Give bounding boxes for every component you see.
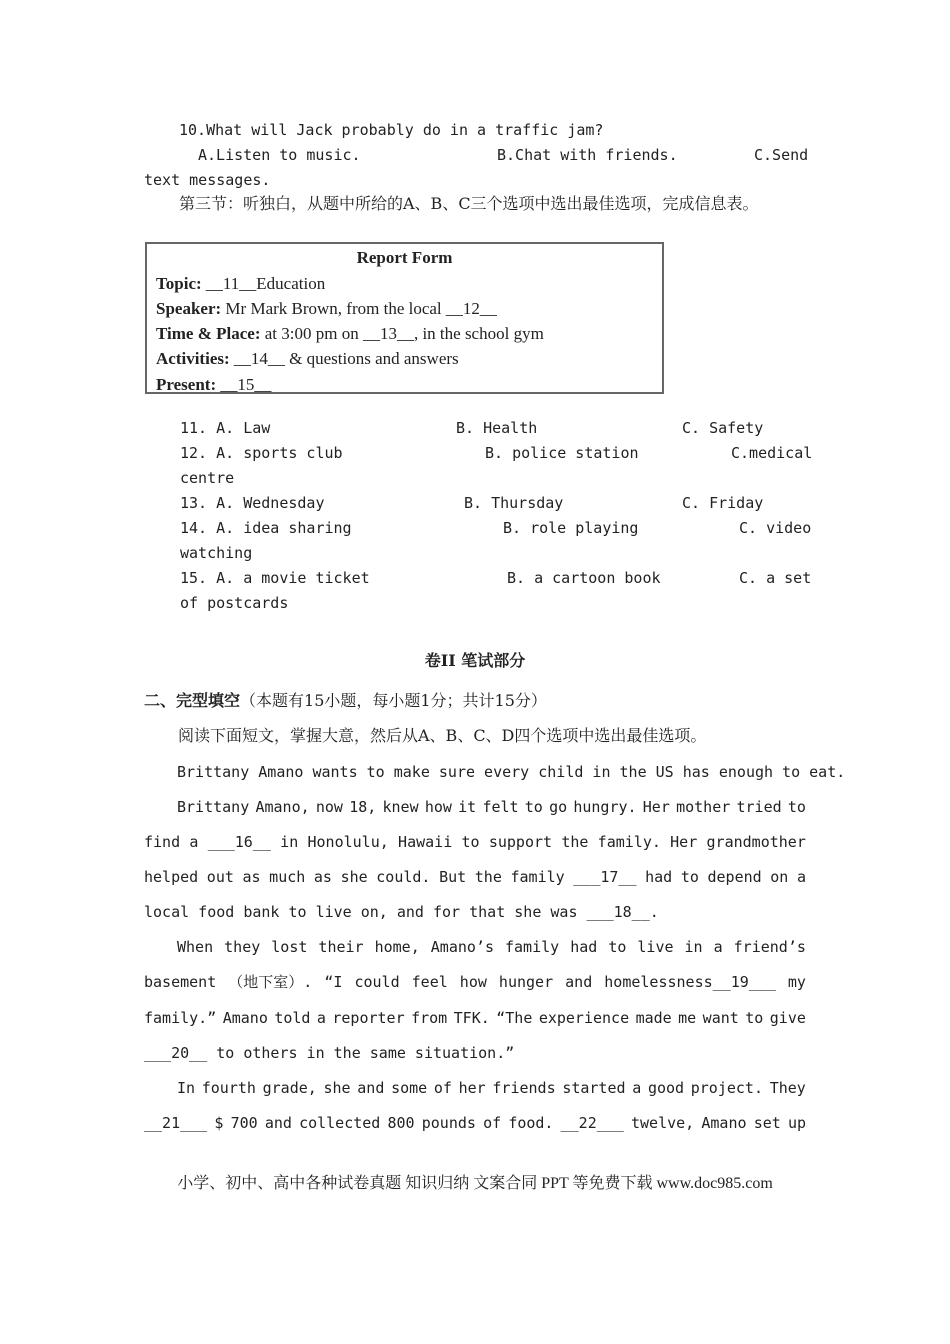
passage-p2-line2 — [144, 972, 806, 992]
passage-word: me — [678, 1009, 697, 1027]
q15-option-a: 15. A. a movie ticket — [180, 569, 370, 587]
cloze-instruction: 阅读下面短文，掌握大意，然后从A、B、C、D四个选项中选出最佳选项。 — [178, 726, 707, 745]
q15-option-c: C. a set — [739, 569, 812, 587]
passage-word: hunger — [498, 973, 554, 991]
q15-option-c-cont: of postcards — [180, 594, 289, 612]
passage-p1-line1 — [177, 797, 806, 817]
passage-word: to — [745, 1009, 764, 1027]
passage-word: a — [189, 833, 199, 851]
passage-word: tried — [736, 798, 782, 816]
passage-word: （地下室）. — [228, 973, 313, 991]
passage-word: now — [315, 798, 343, 816]
passage-word: felt — [482, 798, 519, 816]
passage-word: collected — [299, 1114, 381, 1132]
passage-word: When — [177, 938, 214, 956]
passage-word: “I — [324, 973, 343, 991]
passage-word: in — [684, 938, 703, 956]
passage-word: told — [274, 1009, 311, 1027]
q13-option-a: 13. A. Wednesday — [180, 494, 325, 512]
present-label: Present: — [156, 375, 217, 394]
passage-word: basement — [144, 973, 217, 991]
passage-word: her — [458, 1079, 486, 1097]
passage-word: grade, — [262, 1079, 317, 1097]
passage-p2-line3 — [144, 1008, 806, 1028]
passage-word: __22___ — [560, 1114, 624, 1132]
passage-word: to — [787, 798, 806, 816]
part2-title: 卷II 笔试部分 — [424, 651, 526, 670]
passage-word: support — [488, 833, 553, 851]
passage-word: homelessness__19___ — [604, 973, 776, 991]
passage-word: feel — [411, 973, 448, 991]
cloze-heading — [144, 691, 547, 711]
passage-word: a — [316, 1009, 326, 1027]
passage-p1-line2 — [144, 832, 806, 852]
passage-word: Amano, — [255, 798, 310, 816]
passage-word: in — [280, 833, 299, 851]
passage-word: some — [391, 1079, 428, 1097]
passage-word: home, — [374, 938, 420, 956]
passage-word: could — [354, 973, 400, 991]
passage-word: made — [635, 1009, 672, 1027]
passage-word: Hawaii — [398, 833, 453, 851]
cloze-heading-label: 二、完型填空 — [144, 691, 241, 710]
passage-word: give — [769, 1009, 806, 1027]
q15-option-b: B. a cartoon book — [507, 569, 661, 587]
passage-word: a — [632, 1079, 642, 1097]
passage-p2-line1 — [177, 937, 806, 957]
q10-option-a: A.Listen to music. — [198, 146, 361, 164]
passage-word: a — [713, 938, 723, 956]
passage-word: grandmother — [706, 833, 806, 851]
q11-option-c: C. Safety — [682, 419, 764, 437]
passage-word: their — [318, 938, 364, 956]
q14-option-a: 14. A. idea sharing — [180, 519, 352, 537]
passage-word: my — [787, 973, 806, 991]
q11-option-b: B. Health — [456, 419, 538, 437]
passage-word: and — [357, 1079, 385, 1097]
passage-word: In — [177, 1079, 196, 1097]
q10-stem: 10.What will Jack probably do in a traffic jam? — [179, 121, 604, 139]
section3-instruction: 第三节：听独白，从题中所给的A、B、C三个选项中选出最佳选项，完成信息表。 — [179, 194, 759, 213]
topic-label: Topic: — [156, 274, 202, 293]
passage-word: live — [637, 938, 674, 956]
passage-word: friends — [492, 1079, 556, 1097]
passage-word: ___17__ — [573, 868, 637, 886]
passage-word: food. — [508, 1114, 554, 1132]
passage-word: knew — [382, 798, 419, 816]
passage-word: had — [570, 938, 598, 956]
passage-word: twelve, — [631, 1114, 695, 1132]
q12-option-a: 12. A. sports club — [180, 444, 343, 462]
passage-word: family — [505, 938, 560, 956]
passage-word: Amano — [701, 1114, 747, 1132]
page-footer: 小学、初中、高中各种试卷真题 知识归纳 文案合同 PPT 等免费下载 www.doc985.com — [177, 1175, 773, 1192]
passage-word: much — [269, 868, 306, 886]
speaker-value: Mr Mark Brown, from the local __12__ — [221, 299, 497, 318]
passage-p2-line4: ___20__ to others in the same situation.” — [144, 1044, 515, 1062]
passage-word: 800 — [387, 1114, 415, 1132]
passage-word: they — [224, 938, 261, 956]
q12-option-c: C.medical — [731, 444, 813, 462]
passage-word: set — [753, 1114, 781, 1132]
q12-option-c-cont: centre — [180, 469, 235, 487]
passage-word: she — [340, 868, 368, 886]
passage-word: how — [459, 973, 487, 991]
time-value: at 3:00 pm on __13__, in the school gym — [260, 324, 544, 343]
report-form — [145, 242, 664, 394]
passage-word: a — [796, 868, 806, 886]
passage-word: depend — [707, 868, 762, 886]
passage-word: Her — [670, 833, 698, 851]
passage-word: Amano’s — [430, 938, 494, 956]
passage-word: had — [645, 868, 673, 886]
passage-word: up — [787, 1114, 806, 1132]
passage-word: mother — [676, 798, 731, 816]
passage-intro: Brittany Amano wants to make sure every child in the US has enough to eat. — [177, 763, 846, 781]
passage-word: how — [424, 798, 452, 816]
passage-word: Brittany — [177, 798, 250, 816]
q13-option-b: B. Thursday — [464, 494, 564, 512]
passage-word: family — [510, 868, 565, 886]
passage-word: and — [565, 973, 593, 991]
passage-word: it — [458, 798, 477, 816]
passage-word: friend’s — [733, 938, 806, 956]
q12-option-b: B. police station — [485, 444, 639, 462]
passage-word: out — [206, 868, 234, 886]
present-value: __15__ — [216, 375, 272, 394]
passage-word: helped — [144, 868, 199, 886]
activities-value: __14__ & questions and answers — [229, 349, 459, 368]
passage-word: good — [647, 1079, 685, 1097]
passage-word: Amano — [222, 1009, 268, 1027]
cloze-heading-note: （本题有15小题，每小题1分；共计15分） — [240, 691, 547, 710]
passage-p1-line3 — [144, 867, 806, 887]
passage-word: “The — [496, 1009, 533, 1027]
passage-word: family. — [597, 833, 661, 851]
report-present-row — [156, 375, 271, 395]
passage-word: started — [562, 1079, 626, 1097]
passage-word: 700 — [230, 1114, 258, 1132]
activities-label: Activities: — [156, 349, 230, 368]
passage-word: the — [561, 833, 589, 851]
passage-word: as — [313, 868, 332, 886]
passage-word: But — [439, 868, 467, 886]
passage-word: to — [680, 868, 699, 886]
passage-word: They — [769, 1079, 806, 1097]
q14-option-b: B. role playing — [503, 519, 639, 537]
passage-word: go — [549, 798, 568, 816]
passage-word: from — [411, 1009, 448, 1027]
passage-word: to — [461, 833, 480, 851]
passage-p1-line4: local food bank to live on, and for that she was ___18__. — [144, 903, 659, 921]
topic-value: __11__Education — [201, 274, 326, 293]
passage-word: she — [323, 1079, 351, 1097]
passage-p3-line1 — [177, 1078, 806, 1098]
passage-word: Honolulu, — [307, 833, 389, 851]
report-time-row — [156, 324, 544, 344]
passage-word: find — [144, 833, 181, 851]
passage-word: fourth — [201, 1079, 256, 1097]
passage-word: want — [702, 1009, 739, 1027]
passage-p3-line2 — [144, 1113, 806, 1133]
passage-word: on — [770, 868, 789, 886]
report-form-title: Report Form — [356, 248, 453, 267]
q11-option-a: 11. A. Law — [180, 419, 271, 437]
q10-option-c-cont: text messages. — [144, 171, 271, 189]
report-topic-row — [156, 274, 325, 294]
passage-word: __21___ — [144, 1114, 208, 1132]
q14-option-c-cont: watching — [180, 544, 253, 562]
passage-word: experience — [538, 1009, 630, 1027]
passage-word: project. — [690, 1079, 763, 1097]
passage-word: of — [433, 1079, 452, 1097]
q13-option-c: C. Friday — [682, 494, 764, 512]
passage-word: could. — [376, 868, 431, 886]
passage-word: family.” — [144, 1009, 217, 1027]
passage-word: as — [242, 868, 261, 886]
passage-word: the — [474, 868, 502, 886]
passage-word: pounds — [421, 1114, 476, 1132]
passage-word: to — [524, 798, 543, 816]
q14-option-c: C. video — [739, 519, 812, 537]
time-label: Time & Place: — [156, 324, 261, 343]
passage-word: Her — [642, 798, 670, 816]
passage-word: hungry. — [573, 798, 637, 816]
passage-word: to — [608, 938, 627, 956]
report-activities-row — [156, 349, 459, 369]
q10-option-b: B.Chat with friends. — [497, 146, 678, 164]
passage-word: of — [483, 1114, 502, 1132]
passage-word: $ — [214, 1114, 224, 1132]
passage-word: reporter — [332, 1009, 405, 1027]
passage-word: TFK. — [453, 1009, 490, 1027]
passage-word: lost — [271, 938, 308, 956]
q10-option-c: C.Send — [754, 146, 809, 164]
report-speaker-row — [156, 299, 497, 319]
passage-word: and — [264, 1114, 292, 1132]
passage-word: 18, — [349, 798, 377, 816]
passage-word: ___16__ — [207, 833, 271, 851]
speaker-label: Speaker: — [156, 299, 222, 318]
